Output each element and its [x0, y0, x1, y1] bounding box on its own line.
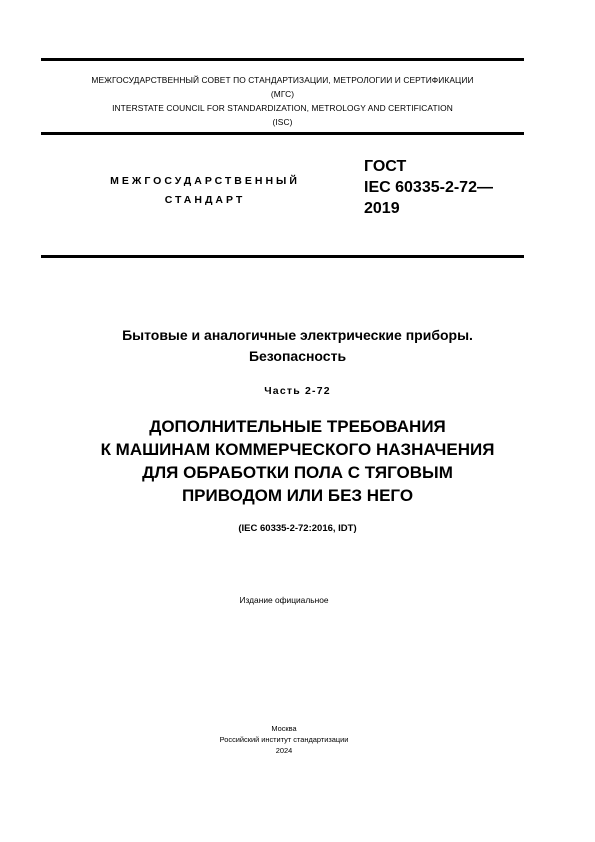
standard-designation [364, 156, 493, 219]
official-edition: Издание официальное [239, 595, 329, 605]
general-title-line1: Бытовые и аналогичные электрические приборы. [122, 327, 473, 343]
council-name-ru: МЕЖГОСУДАРСТВЕННЫЙ СОВЕТ ПО СТАНДАРТИЗАЦИИ, МЕТРОЛОГИИ И СЕРТИФИКАЦИИ [91, 75, 474, 85]
designation-rule [41, 255, 524, 258]
main-title-line1: ДОПОЛНИТЕЛЬНЫЕ ТРЕБОВАНИЯ [149, 417, 446, 436]
standard-year: 2019 [364, 200, 400, 217]
imprint-year: 2024 [275, 746, 293, 755]
standard-type-line1: МЕЖГОСУДАРСТВЕННЫЙ [110, 175, 300, 187]
council-abbr-ru: (МГС) [270, 89, 295, 99]
top-rule [41, 58, 524, 61]
council-name-en: INTERSTATE COUNCIL FOR STANDARDIZATION, METROLOGY AND CERTIFICATION [112, 103, 453, 113]
main-title-line2: К МАШИНАМ КОММЕРЧЕСКОГО НАЗНАЧЕНИЯ [100, 440, 495, 459]
main-title-line4: ПРИВОДОМ ИЛИ БЕЗ НЕГО [181, 486, 414, 505]
imprint-city: Москва [271, 724, 297, 733]
general-title [0, 325, 595, 367]
iec-equivalence: (IEC 60335-2-72:2016, IDT) [238, 523, 357, 534]
council-block [41, 73, 524, 129]
part-number: Часть 2-72 [264, 385, 331, 397]
standard-number: IEC 60335-2-72— [364, 179, 493, 196]
imprint-publisher: Российский институт стандартизации [219, 735, 349, 744]
standard-type-line2: СТАНДАРТ [164, 194, 246, 206]
standard-type-label [80, 172, 330, 210]
council-abbr-en: (ISC) [272, 117, 293, 127]
main-title-line3: ДЛЯ ОБРАБОТКИ ПОЛА С ТЯГОВЫМ [142, 463, 453, 482]
imprint [0, 723, 568, 756]
gost-label: ГОСТ [364, 158, 407, 175]
council-rule [41, 132, 524, 135]
general-title-line2: Безопасность [248, 348, 347, 364]
main-title [0, 415, 595, 507]
